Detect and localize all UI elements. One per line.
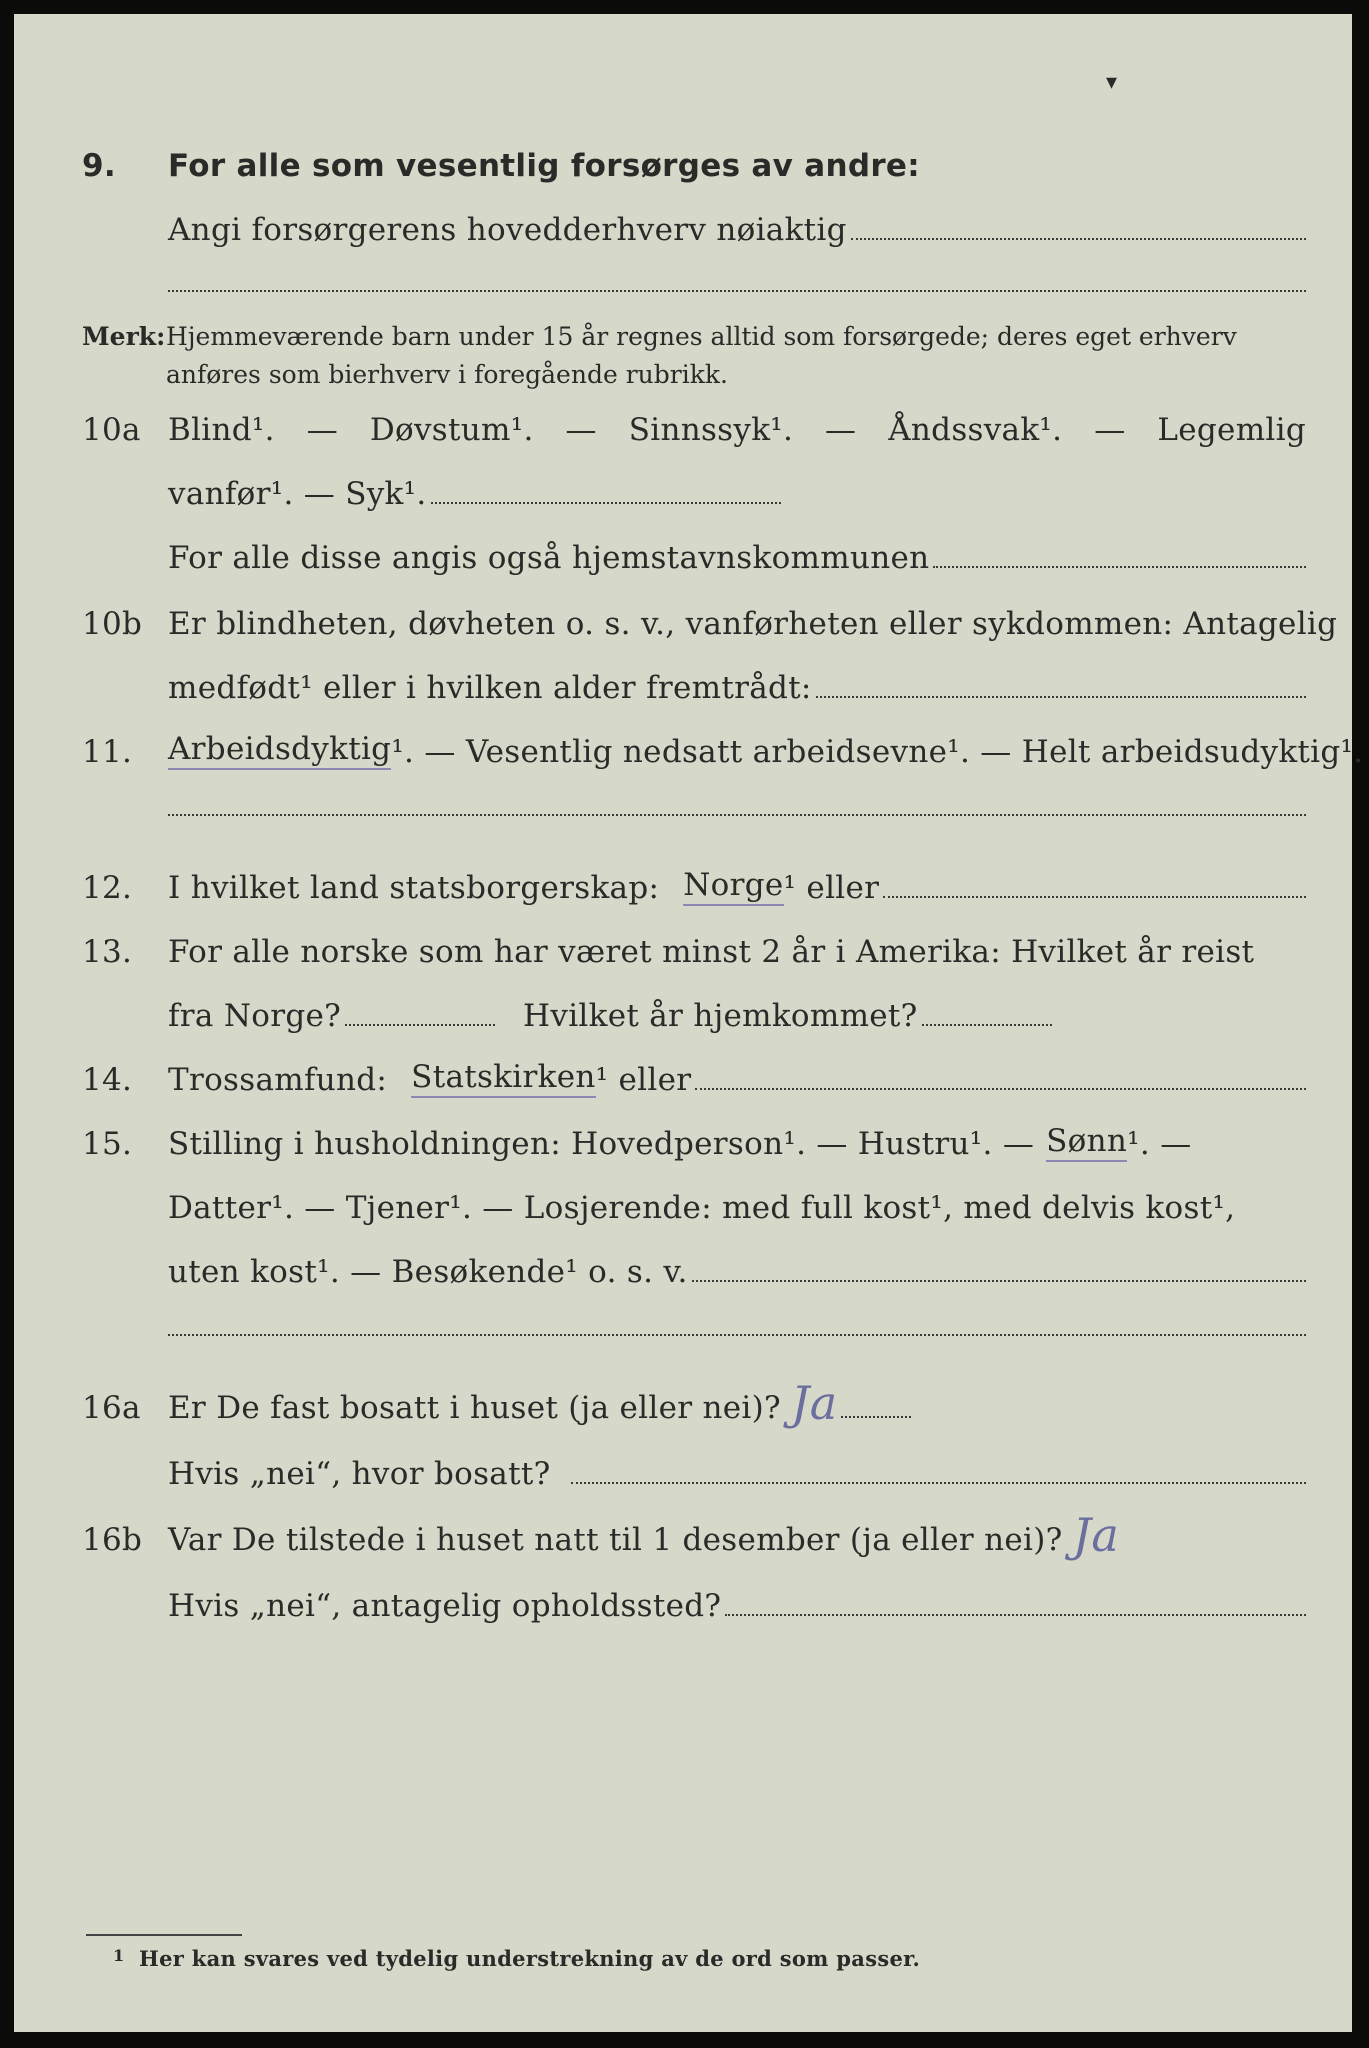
merk-note [82, 318, 1306, 394]
q10b-row-2 [14, 656, 1352, 712]
q15-opt-sonn[interactable]: Sønn [1046, 1123, 1127, 1162]
q10a-row-3 [14, 526, 1352, 582]
q10a-hjemstavn-field[interactable] [933, 566, 1306, 568]
corner-mark-icon: ▾ [1106, 70, 1118, 95]
dash: — [825, 412, 857, 448]
q15-row-3 [14, 1240, 1352, 1296]
q14-row [14, 1048, 1352, 1104]
q10a-row-1 [14, 398, 1352, 454]
q10a-opt-dovstum[interactable]: Døvstum¹. [369, 412, 534, 448]
q10a-row-2 [14, 462, 1352, 518]
q9-title-row [14, 134, 1352, 190]
q16a-bosatt-prompt: Hvis „nei“, hvor bosatt? [168, 1456, 551, 1492]
q13-number: 13. [82, 934, 133, 970]
q15-line-1[interactable]: Stilling i husholdningen: Hovedperson¹. — Hustru¹. — [168, 1126, 1035, 1162]
footnote-rule [86, 1934, 242, 1936]
q9-answer-line-2[interactable] [168, 290, 1306, 292]
q12-other-country-field[interactable] [883, 896, 1306, 898]
q11-other-options[interactable]: ¹. — Vesentlig nedsatt arbeidsevne¹. — Helt arbeidsudyktig¹. [391, 734, 1364, 770]
q16a-answer-field[interactable] [841, 1416, 911, 1418]
q13-row-2 [14, 984, 1352, 1040]
q10b-number: 10b [82, 606, 143, 642]
q12-eller: ¹ eller [783, 870, 880, 906]
q13-hjemkommet-field[interactable] [922, 1024, 1052, 1026]
q13-hjemkommet-prompt: Hvilket år hjemkommet? [523, 998, 918, 1034]
q16a-prompt: Er De fast bosatt i huset (ja eller nei)? [168, 1390, 781, 1426]
q16b-number: 16b [82, 1522, 143, 1558]
footnote-mark: 1 [113, 1946, 125, 1965]
q10b-line-1: Er blindheten, døvheten o. s. v., vanførheten eller sykdommen: Antagelig [168, 606, 1338, 642]
q10a-syk-field[interactable] [431, 502, 781, 504]
q9-answer-field[interactable] [851, 238, 1306, 240]
q16b-row-2 [14, 1574, 1352, 1630]
q9-title: For alle som vesentlig forsørges av andre: [168, 148, 920, 184]
q15-number: 15. [82, 1126, 133, 1162]
q12-number: 12. [82, 870, 133, 906]
census-form-page [14, 14, 1364, 2032]
q11-answer-line[interactable] [168, 814, 1306, 816]
q14-eller: ¹ eller [595, 1062, 692, 1098]
q9-number: 9. [82, 148, 116, 184]
footnote-text: Her kan svares ved tydelig understrekning av de ord som passer. [139, 1946, 921, 1971]
q10a-opt-andssvak[interactable]: Åndssvak¹. [888, 412, 1063, 448]
q12-row [14, 856, 1352, 912]
q13-line-1: For alle norske som har været minst 2 år i Amerika: Hvilket år reist [168, 934, 1255, 970]
q10a-opt-blind[interactable]: Blind¹. [168, 412, 275, 448]
q11-number: 11. [82, 734, 133, 770]
q15-line-1-end: ¹. — [1127, 1126, 1192, 1162]
merk-line-1: Hjemmeværende barn under 15 år regnes alltid som forsørgede; deres eget erhverv [166, 322, 1237, 351]
q10a-opt-legemlig[interactable]: Legemlig [1157, 412, 1306, 448]
q16a-number: 16a [82, 1390, 141, 1426]
q14-prompt: Trossamfund: [168, 1062, 388, 1098]
dash: — [306, 412, 338, 448]
q16a-bosatt-field[interactable] [571, 1482, 1306, 1484]
q15-other-field[interactable] [692, 1280, 1306, 1282]
q13-reist-prompt: fra Norge? [168, 998, 342, 1034]
q15-answer-line[interactable] [168, 1334, 1306, 1336]
q14-opt-statskirken[interactable]: Statskirken [411, 1059, 595, 1098]
q10a-opt-sinnssyk[interactable]: Sinnssyk¹. [628, 412, 794, 448]
q16b-row-1 [14, 1508, 1352, 1564]
q15-row-2 [14, 1176, 1352, 1232]
q10b-line-2: medfødt¹ eller i hvilken alder fremtrådt: [168, 670, 812, 706]
q15-line-3[interactable]: uten kost¹. — Besøkende¹ o. s. v. [168, 1254, 688, 1290]
merk-label: Merk: [82, 322, 166, 351]
q10a-opt-vanfor-syk[interactable]: vanfør¹. — Syk¹. [168, 476, 427, 512]
q9-prompt: Angi forsørgerens hovedderhverv nøiaktig [168, 212, 847, 248]
q16b-handwritten-answer[interactable]: Ja [1072, 1508, 1120, 1562]
footnote [113, 1946, 921, 1971]
q10b-row-1 [14, 592, 1352, 648]
dash: — [1094, 412, 1126, 448]
q9-prompt-row [14, 198, 1352, 254]
merk-line-2: anføres som bierhverv i foregående rubrikk. [166, 360, 728, 389]
q11-row [14, 720, 1364, 776]
q13-reist-field[interactable] [345, 1024, 495, 1026]
q16a-handwritten-answer[interactable]: Ja [790, 1376, 838, 1430]
q15-row-1 [14, 1112, 1352, 1168]
q14-other-field[interactable] [695, 1088, 1306, 1090]
q16a-row-1 [14, 1376, 1352, 1432]
q12-opt-norge[interactable]: Norge [683, 867, 783, 906]
q10a-number: 10a [82, 412, 141, 448]
dash: — [565, 412, 597, 448]
q16b-opholdssted-field[interactable] [725, 1614, 1306, 1616]
q14-number: 14. [82, 1062, 133, 1098]
q11-opt-arbeidsdyktig[interactable]: Arbeidsdyktig [168, 731, 391, 770]
q16a-row-2 [14, 1442, 1352, 1498]
q10b-answer-field[interactable] [816, 696, 1306, 698]
q16b-prompt: Var De tilstede i huset natt til 1 desember (ja eller nei)? [168, 1522, 1063, 1558]
q16b-opholdssted-prompt: Hvis „nei“, antagelig opholdssted? [168, 1588, 722, 1624]
q15-line-2[interactable]: Datter¹. — Tjener¹. — Losjerende: med full kost¹, med delvis kost¹, [168, 1190, 1236, 1226]
q10a-hjemstavn-prompt: For alle disse angis også hjemstavnskommunen [168, 540, 930, 576]
q13-row-1 [14, 920, 1352, 976]
q12-prompt: I hvilket land statsborgerskap: [168, 870, 660, 906]
